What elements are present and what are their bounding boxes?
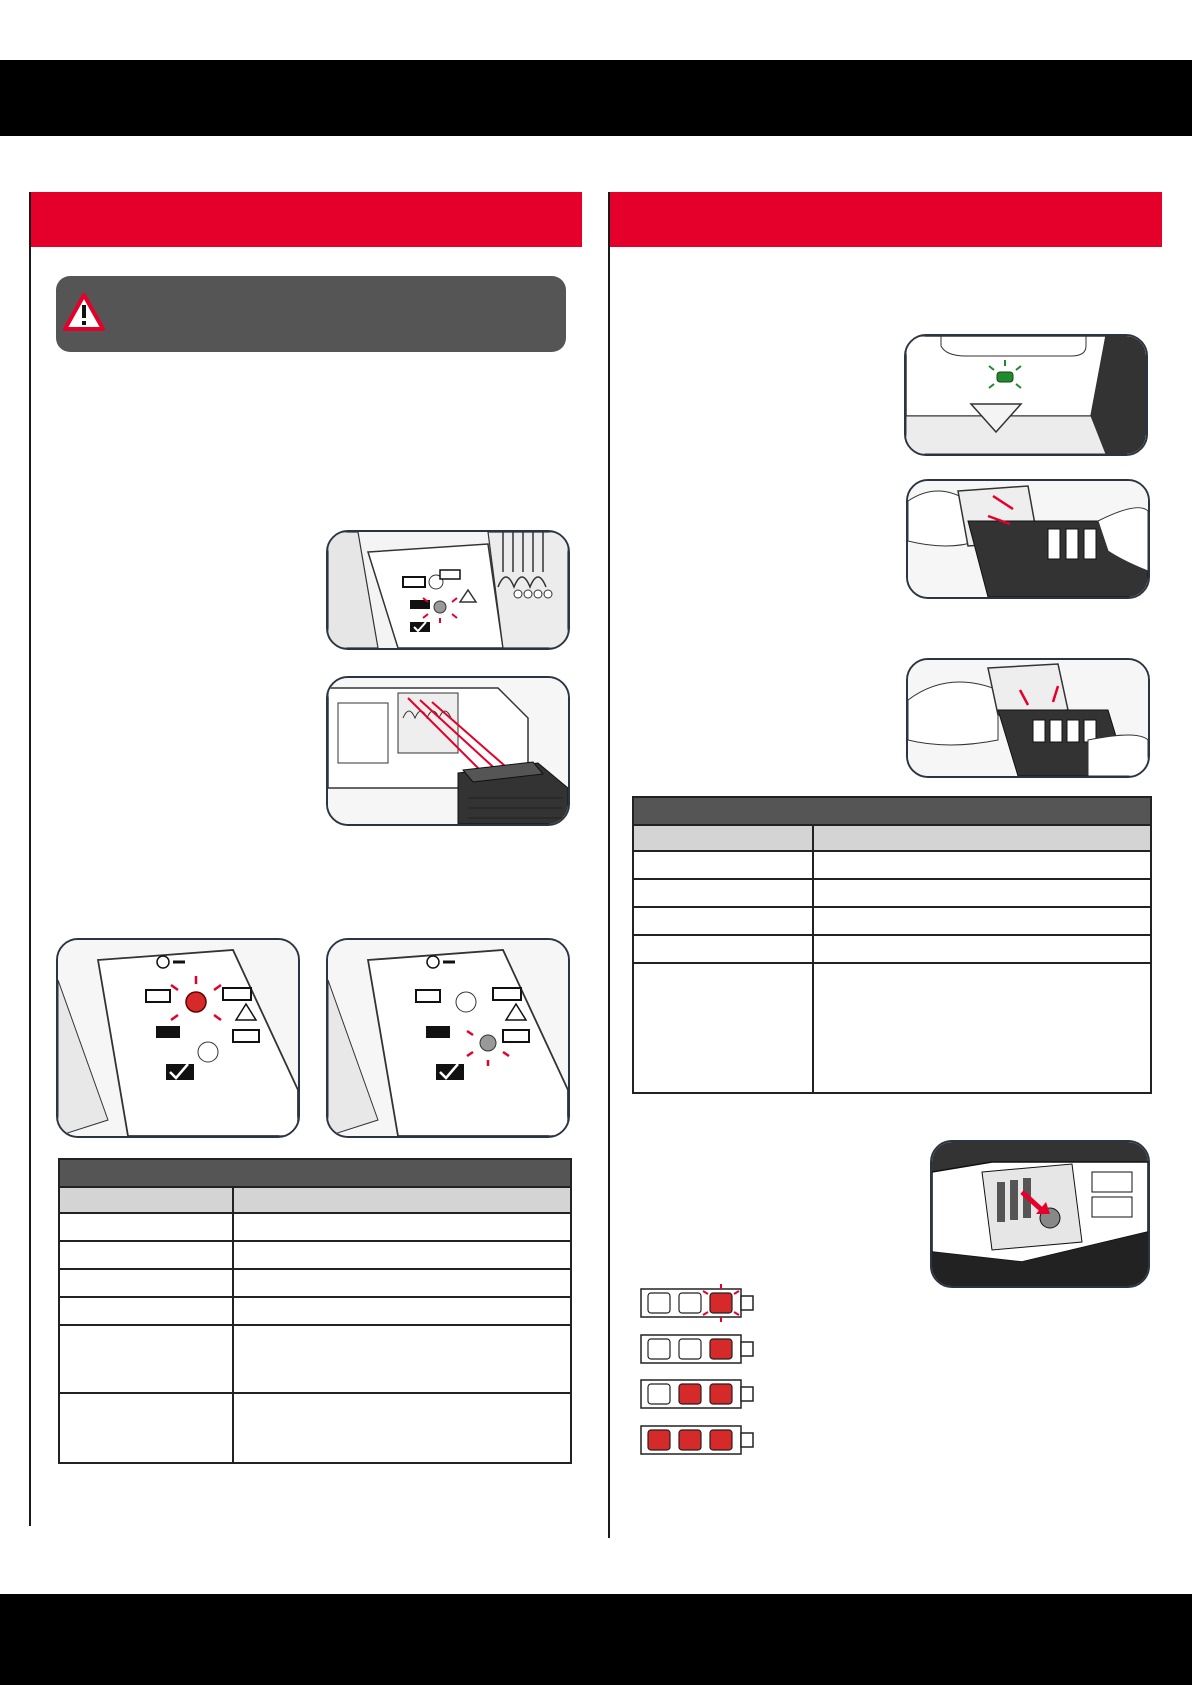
gauge-cell-lit: [710, 1430, 732, 1450]
table-cell: [233, 1241, 571, 1269]
table-cell: [813, 963, 1151, 1093]
gauge-cell-lit: [710, 1384, 732, 1404]
table-cell: [233, 1297, 571, 1325]
table-cell: [813, 935, 1151, 963]
table-cell: [59, 1325, 233, 1393]
gauge-cell-lit: [710, 1339, 732, 1359]
fuel-gauge-button-image: [930, 1140, 1150, 1288]
table-cell: [633, 935, 813, 963]
table-cell: [633, 907, 813, 935]
table-cell: [233, 1213, 571, 1241]
table-row: [633, 879, 1151, 907]
charge-level-gauge: [640, 1425, 756, 1455]
gauge-cell-lit: [679, 1384, 701, 1404]
right-section-title-bar: [610, 192, 1162, 247]
table-cell: [59, 1269, 233, 1297]
table-cell: [233, 1325, 571, 1393]
gauge-cell-lit: [679, 1430, 701, 1450]
battery-led-table: [632, 796, 1152, 1094]
gauge-cell-off: [648, 1384, 670, 1404]
charging-led-closeup-grey: [326, 938, 570, 1138]
warning-box: [56, 276, 566, 352]
table-row: [59, 1297, 571, 1325]
charging-led-closeup-red: [56, 938, 300, 1138]
battery-terminal: [741, 1342, 753, 1356]
center-column-rule: [608, 192, 610, 1538]
table-row: [59, 1241, 571, 1269]
table-cell: [813, 879, 1151, 907]
table-cell: [633, 963, 813, 1093]
charge-level-gauge: [640, 1334, 756, 1364]
left-column-rule: [29, 192, 31, 1526]
table-row: [59, 1213, 571, 1241]
table-row: [633, 851, 1151, 879]
charger-table-col-2: [233, 1187, 571, 1213]
gauge-cell-off: [679, 1293, 701, 1313]
battery-slide-out-image: [906, 479, 1150, 599]
table-cell: [233, 1269, 571, 1297]
charger-led-panel-image: [326, 530, 570, 650]
battery-terminal: [741, 1433, 753, 1447]
battery-table-header: [633, 797, 1151, 825]
table-row: [633, 907, 1151, 935]
battery-table-col-1: [633, 825, 813, 851]
battery-green-led-image: [904, 334, 1148, 456]
top-header-band: [0, 60, 1192, 136]
table-cell: [59, 1297, 233, 1325]
gauge-cell-lit: [648, 1430, 670, 1450]
battery-slide-in-image: [906, 658, 1150, 778]
battery-table-col-2: [813, 825, 1151, 851]
bottom-footer-band: [0, 1594, 1192, 1685]
table-cell: [813, 907, 1151, 935]
battery-terminal: [741, 1387, 753, 1401]
table-cell: [633, 879, 813, 907]
gauge-cell-off: [679, 1339, 701, 1359]
table-cell: [233, 1393, 571, 1463]
charge-level-gauge: [640, 1379, 756, 1409]
charger-table-header: [59, 1159, 571, 1187]
charger-table-col-1: [59, 1187, 233, 1213]
insert-battery-charger-image: [326, 676, 570, 826]
table-cell: [59, 1213, 233, 1241]
warning-triangle-icon: [62, 292, 106, 332]
table-cell: [813, 851, 1151, 879]
table-row: [59, 1269, 571, 1297]
table-row: [59, 1393, 571, 1463]
table-cell: [59, 1393, 233, 1463]
gauge-cell-lit: [710, 1293, 732, 1313]
table-row: [633, 963, 1151, 1093]
table-row: [59, 1325, 571, 1393]
gauge-cell-off: [648, 1339, 670, 1359]
charger-led-table: [58, 1158, 572, 1464]
left-section-title-bar: [30, 192, 582, 247]
gauge-cell-off: [648, 1293, 670, 1313]
table-cell: [59, 1241, 233, 1269]
table-row: [633, 935, 1151, 963]
charge-level-gauge: [640, 1288, 756, 1318]
table-cell: [633, 851, 813, 879]
battery-terminal: [741, 1296, 753, 1310]
